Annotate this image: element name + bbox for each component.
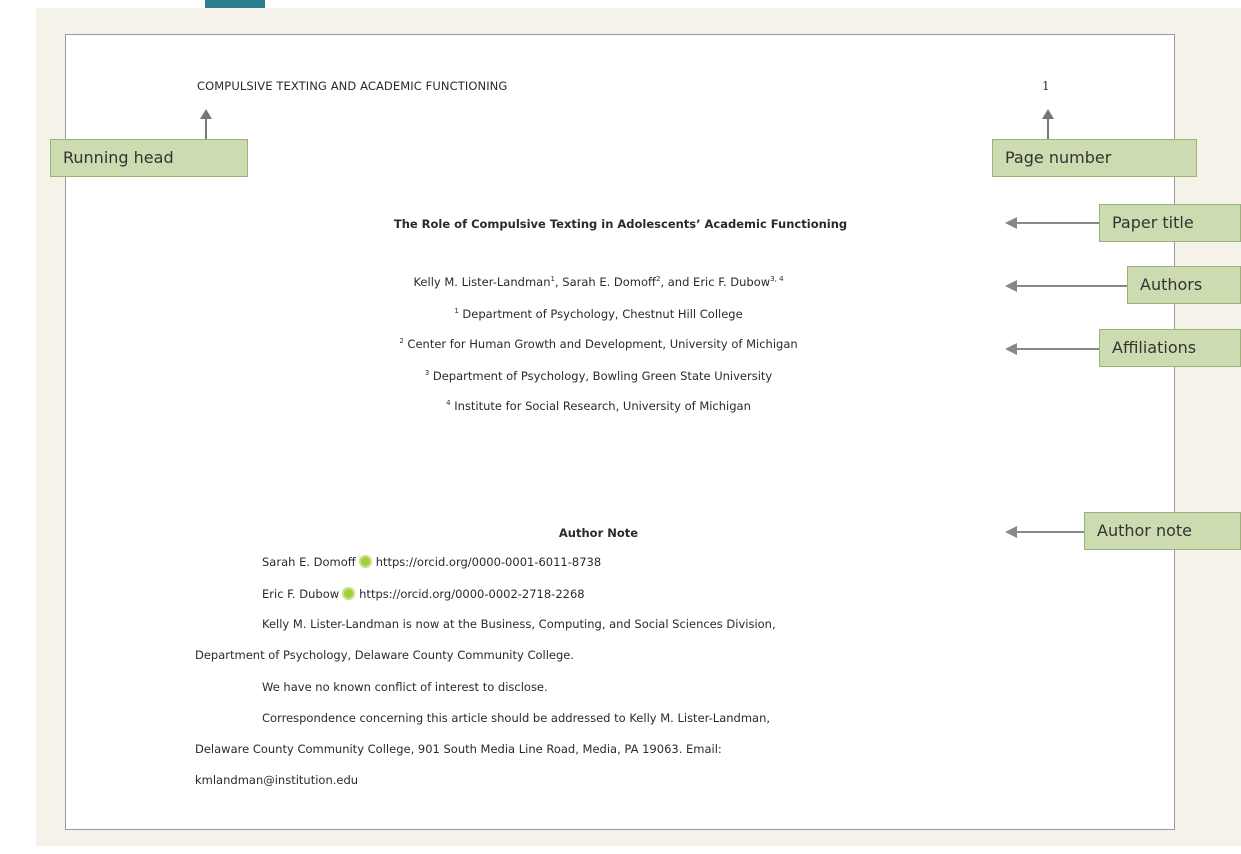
- callout-author-note: Author note: [1084, 512, 1241, 550]
- author-superscript: 3, 4: [770, 275, 784, 283]
- arrow-left-icon: [1017, 222, 1099, 224]
- affiliation-superscript: 2: [399, 337, 404, 345]
- affiliation-text: Department of Psychology, Bowling Green State University: [429, 369, 773, 383]
- author-note-line: Correspondence concerning this article should be addressed to Kelly M. Lister-Landman,: [262, 711, 771, 725]
- author-note-line: Delaware County Community College, 901 South Media Line Road, Media, PA 19063. Email:: [195, 742, 722, 756]
- affiliation-text: Center for Human Growth and Development, University of Michigan: [403, 337, 798, 351]
- affiliation-text: Department of Psychology, Chestnut Hill College: [458, 307, 743, 321]
- orcid-line: [262, 587, 585, 601]
- arrow-up-icon: [205, 118, 207, 139]
- callout-paper-title: Paper title: [1099, 204, 1241, 242]
- orcid-url: https://orcid.org/0000-0002-2718-2268: [359, 587, 585, 601]
- author-note-line: Department of Psychology, Delaware County Community College.: [195, 648, 575, 662]
- callout-authors: Authors: [1127, 266, 1241, 304]
- orcid-icon: [359, 555, 372, 568]
- orcid-name: Sarah E. Domoff: [262, 555, 356, 569]
- callout-affiliations: Affiliations: [1099, 329, 1241, 367]
- author-name: Eric F. Dubow: [693, 275, 771, 289]
- affiliation: [0, 369, 1219, 383]
- author-name: Kelly M. Lister-Landman: [413, 275, 551, 289]
- callout-running-head: Running head: [50, 139, 248, 177]
- arrow-left-icon: [1017, 348, 1099, 350]
- callout-page-number: Page number: [992, 139, 1197, 177]
- orcid-icon: [342, 587, 355, 600]
- author-separator: , and: [660, 275, 694, 289]
- author-superscript: 1: [550, 275, 555, 283]
- arrow-left-icon: [1017, 531, 1084, 533]
- heading-fragment: [205, 0, 265, 8]
- affiliation: [0, 307, 1219, 321]
- orcid-url: https://orcid.org/0000-0001-6011-8738: [375, 555, 602, 569]
- affiliation-superscript: 4: [446, 399, 451, 407]
- author-superscript: 2: [655, 275, 661, 283]
- author-separator: ,: [554, 275, 563, 289]
- affiliation-text: Institute for Social Research, University of Michigan: [450, 399, 751, 413]
- author-note-line: Kelly M. Lister-Landman is now at the Business, Computing, and Social Sciences Division,: [262, 617, 776, 631]
- affiliation: [0, 399, 1219, 413]
- author-note-line: kmlandman@institution.edu: [195, 773, 359, 787]
- paper-title: The Role of Compulsive Texting in Adolescents’ Academic Functioning: [393, 217, 848, 231]
- author-note-heading: Author Note: [558, 526, 639, 540]
- arrow-left-icon: [1017, 285, 1127, 287]
- affiliation-superscript: 3: [424, 369, 430, 377]
- orcid-line: [262, 555, 601, 569]
- running-head: COMPULSIVE TEXTING AND ACADEMIC FUNCTIONING: [197, 79, 508, 93]
- author-note-line: We have no known conflict of interest to disclose.: [262, 680, 548, 694]
- orcid-name: Eric F. Dubow: [262, 587, 340, 601]
- page-number: 1: [1042, 79, 1050, 93]
- author-name: Sarah E. Domoff: [562, 275, 656, 289]
- arrow-up-icon: [1047, 118, 1049, 139]
- affiliation-superscript: 1: [454, 307, 459, 315]
